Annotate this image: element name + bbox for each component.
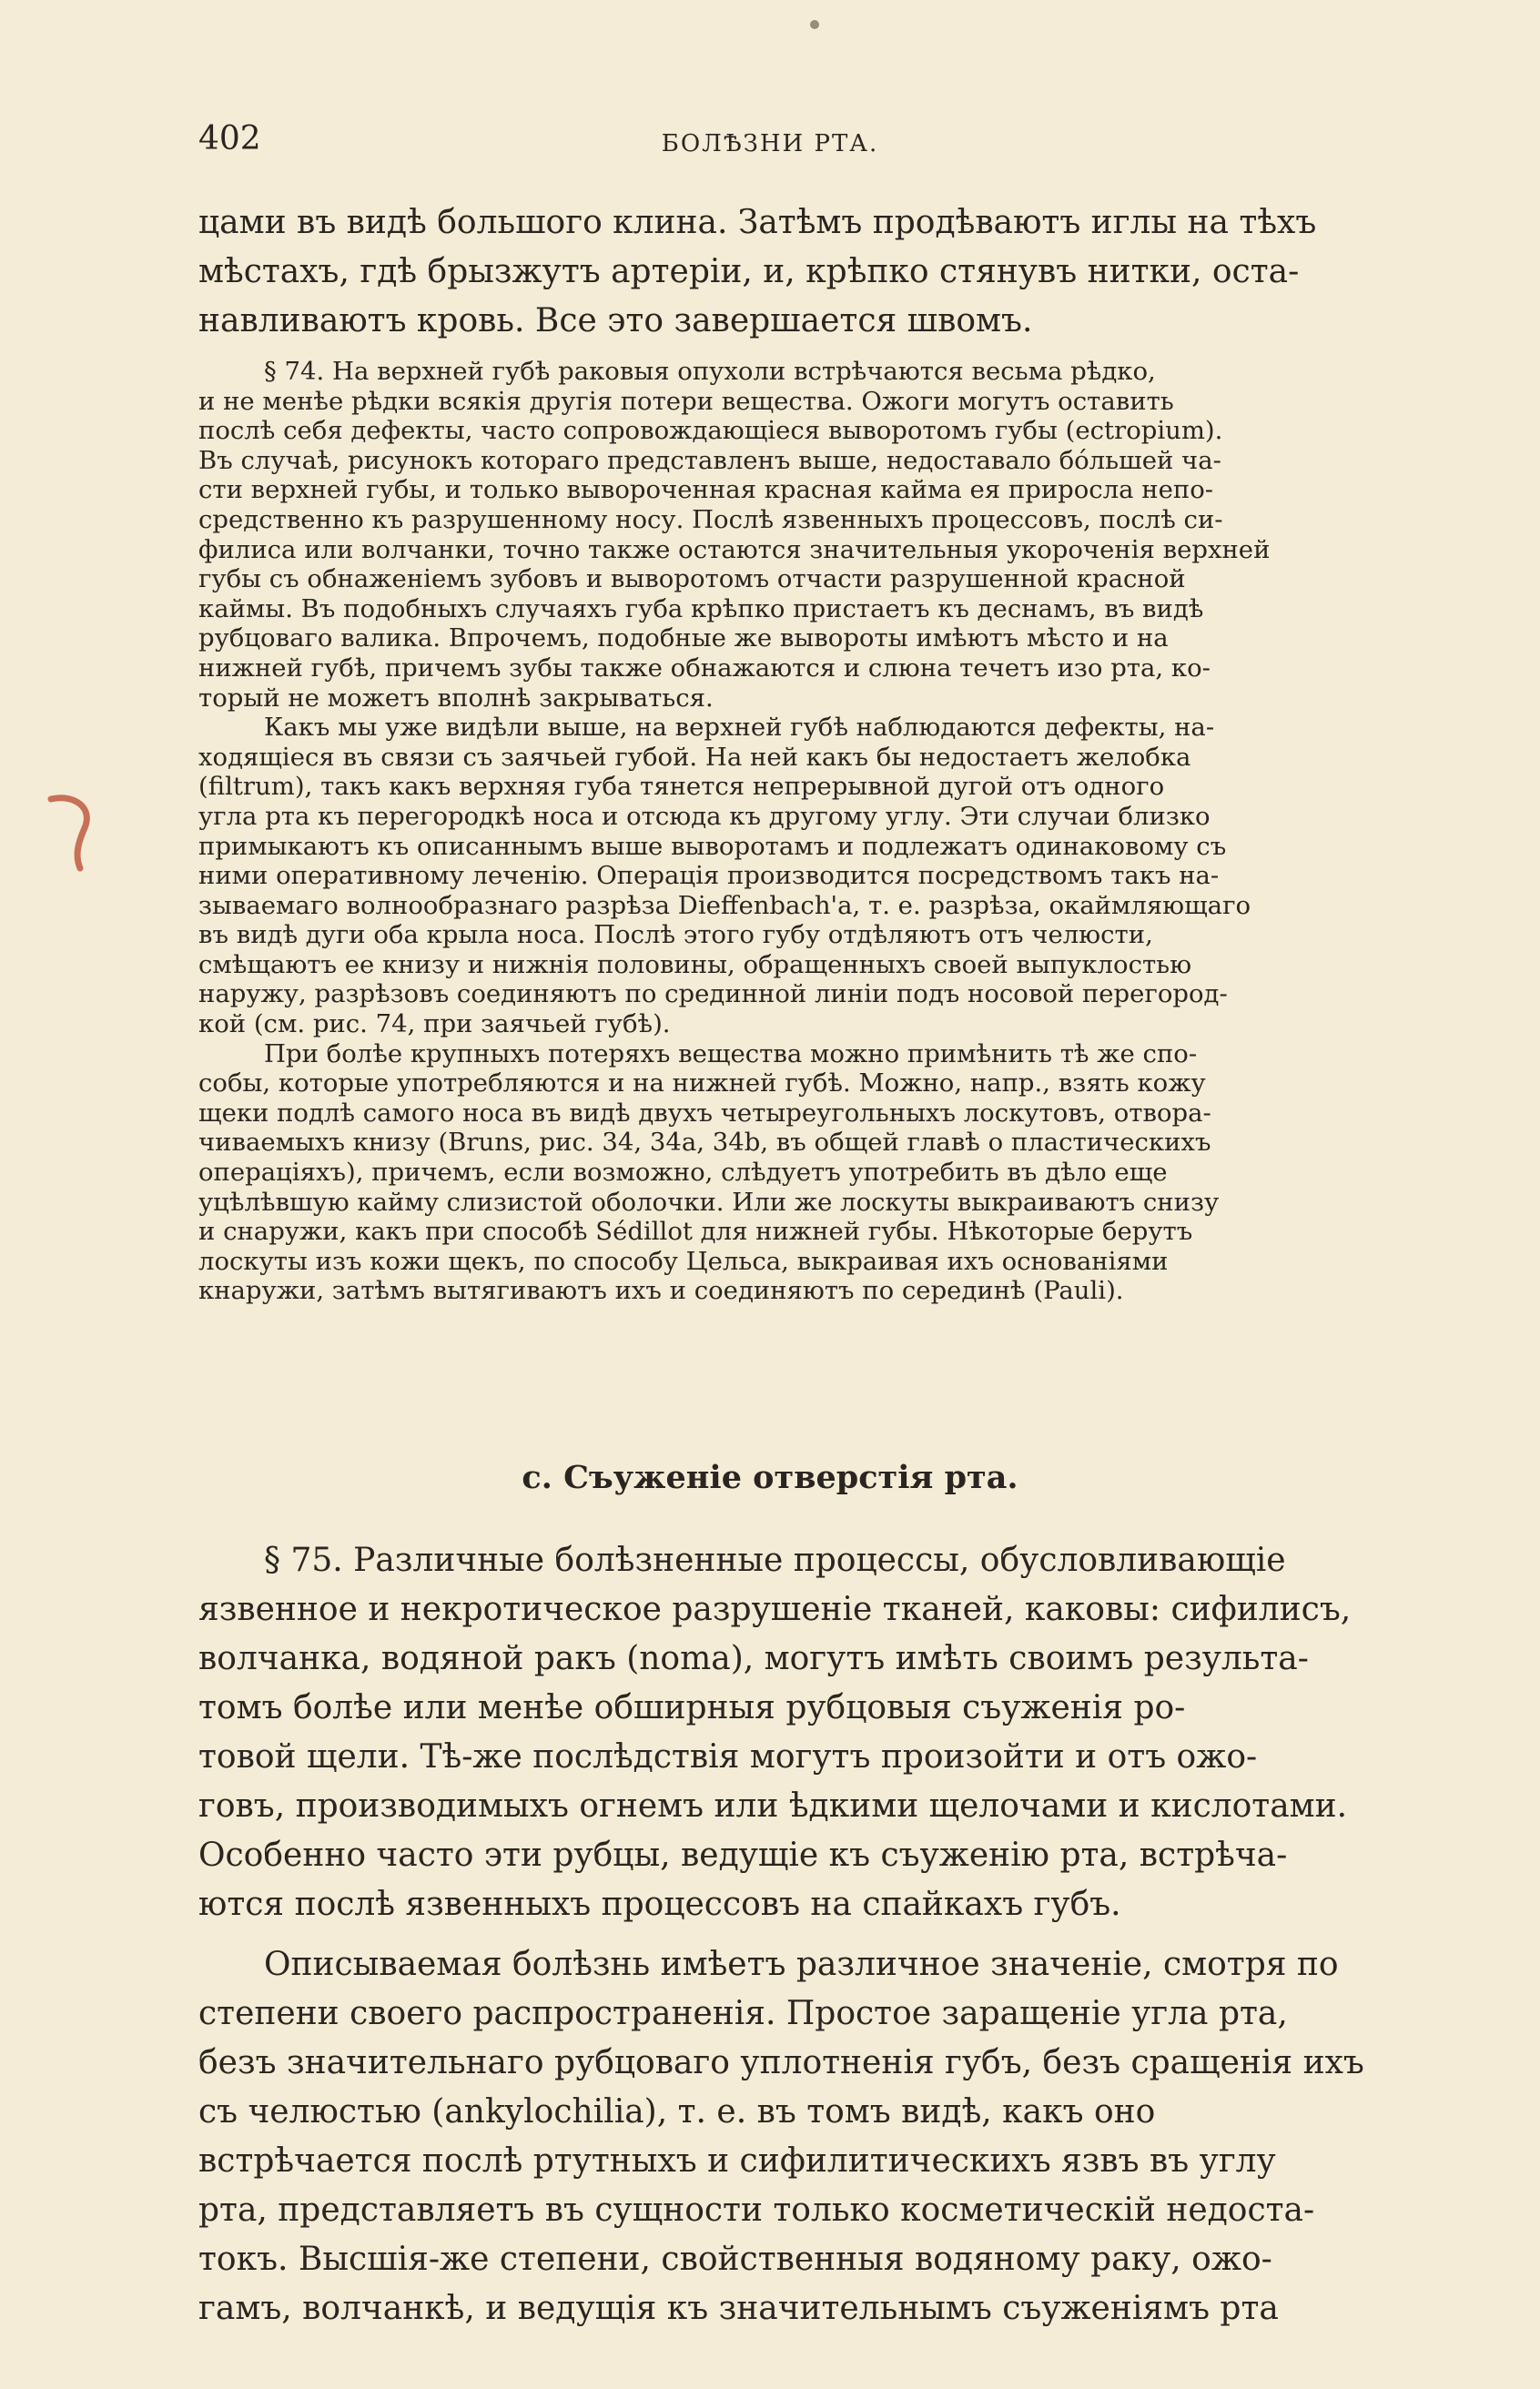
text-line: смѣщаютъ ее книзу и нижнія половины, обращенныхъ своей выпуклостью bbox=[198, 949, 1192, 979]
text-line: (filtrum), такъ какъ верхняя губа тянется непрерывной дугой отъ одного bbox=[198, 772, 1165, 802]
text-line: мѣстахъ, гдѣ брызжутъ артеріи, и, крѣпко стянувъ нитки, оста- bbox=[198, 253, 1300, 290]
text-line: сти верхней губы, и только вывороченная красная кайма ея приросла непо- bbox=[198, 475, 1214, 505]
text-line: нижней губѣ, причемъ зубы также обнажаются и слюна течетъ изо рта, ко- bbox=[198, 653, 1211, 683]
text-line: токъ. Высшія-же степени, свойственныя водяному раку, ожо- bbox=[198, 2241, 1272, 2278]
text-line: средственно къ разрушенному носу. Послѣ язвенныхъ процессовъ, послѣ си- bbox=[198, 504, 1223, 534]
text-line: ются послѣ язвенныхъ процессовъ на спайкахъ губъ. bbox=[198, 1886, 1121, 1923]
section-74-paragraph bbox=[198, 357, 1409, 1306]
text-line: Описываемая болѣзнь имѣетъ различное значеніе, смотря по bbox=[264, 1946, 1339, 1983]
text-line: примыкаютъ къ описаннымъ выше выворотамъ и подлежатъ одинаковому съ bbox=[198, 831, 1227, 861]
text-line: чиваемыхъ книзу (Bruns, рис. 34, 34a, 34b, въ общей главѣ о пластическихъ bbox=[198, 1128, 1211, 1158]
text-line: ходящіеся въ связи съ заячьей губой. На ней какъ бы недостаетъ желобка bbox=[198, 742, 1191, 772]
text-line: гамъ, волчанкѣ, и ведущія къ значительнымъ съуженіямъ рта bbox=[198, 2290, 1279, 2327]
running-head: БОЛѢЗНИ РТА. bbox=[661, 130, 879, 157]
text-line: собы, которые употребляются и на нижней губѣ. Можно, напр., взять кожу bbox=[198, 1068, 1206, 1098]
text-line: съ челюстью (ankylochilia), т. е. въ томъ видѣ, какъ оно bbox=[198, 2093, 1156, 2131]
text-line: язвенное и некротическое разрушеніе тканей, каковы: сифилисъ, bbox=[198, 1591, 1352, 1628]
text-line: Какъ мы уже видѣли выше, на верхней губѣ наблюдаются дефекты, на- bbox=[264, 713, 1215, 743]
text-line: степени своего распространенія. Простое заращеніе угла рта, bbox=[198, 1995, 1288, 2032]
section-75-paragraph bbox=[198, 1536, 1409, 1929]
text-line: Особенно часто эти рубцы, ведущіе къ съуженію рта, встрѣча- bbox=[198, 1837, 1288, 1874]
text-line: кой (см. рис. 74, при заячьей губѣ). bbox=[198, 1009, 671, 1039]
text-line: § 74. На верхней губѣ раковыя опухоли встрѣчаются весьма рѣдко, bbox=[264, 357, 1156, 386]
text-line: филиса или волчанки, точно также остаются значительныя укороченія верхней bbox=[198, 534, 1271, 564]
text-line: и снаружи, какъ при способѣ Sédillot для нижней губы. Нѣкоторые берутъ bbox=[198, 1217, 1193, 1247]
text-line: зываемаго волнообразнаго разрѣза Dieffenbach'а, т. е. разрѣза, окаймляющаго bbox=[198, 890, 1251, 920]
text-line: томъ болѣе или менѣе обширныя рубцовыя съуженія ро- bbox=[198, 1689, 1186, 1726]
text-line: операціяхъ), причемъ, если возможно, слѣдуетъ употребить въ дѣло еще bbox=[198, 1158, 1168, 1188]
text-line: Въ случаѣ, рисунокъ котораго представленъ выше, недоставало бо́льшей ча- bbox=[198, 445, 1221, 475]
text-line: § 75. Различные болѣзненные процессы, обусловливающіе bbox=[264, 1542, 1286, 1579]
ink-dot bbox=[810, 20, 819, 29]
text-line: послѣ себя дефекты, часто сопровождающіеся выворотомъ губы (ectropium). bbox=[198, 416, 1223, 446]
text-line: лоскуты изъ кожи щекъ, по способу Цельса, выкраивая ихъ основаніями bbox=[198, 1246, 1169, 1276]
text-line: При болѣе крупныхъ потеряхъ вещества можно примѣнить тѣ же спо- bbox=[264, 1038, 1198, 1068]
text-line: щеки подлѣ самого носа въ видѣ двухъ четыреугольныхъ лоскутовъ, отвора- bbox=[198, 1098, 1211, 1128]
text-line: уцѣлѣвшую кайму слизистой оболочки. Или же лоскуты выкраиваютъ снизу bbox=[198, 1187, 1220, 1217]
top-paragraph-continuation bbox=[198, 198, 1409, 346]
text-line: навливаютъ кровь. Все это завершается швомъ. bbox=[198, 302, 1033, 339]
page-number: 402 bbox=[198, 120, 261, 157]
text-line: въ видѣ дуги оба крыла носа. Послѣ этого губу отдѣляютъ отъ челюсти, bbox=[198, 920, 1153, 950]
text-line: безъ значительнаго рубцоваго уплотненія губъ, безъ сращенія ихъ bbox=[198, 2044, 1364, 2081]
text-line: каймы. Въ подобныхъ случаяхъ губа крѣпко пристаетъ къ деснамъ, въ видѣ bbox=[198, 593, 1204, 623]
text-line: рубцоваго валика. Впрочемъ, подобные же вывороты имѣютъ мѣсто и на bbox=[198, 623, 1169, 653]
section-heading: c. Съуженіе отверстія рта. bbox=[522, 1459, 1018, 1496]
text-line: цами въ видѣ большого клина. Затѣмъ продѣваютъ иглы на тѣхъ bbox=[198, 204, 1317, 241]
text-line: кнаружи, затѣмъ вытягиваютъ ихъ и соединяютъ по серединѣ (Pauli). bbox=[198, 1276, 1124, 1306]
text-line: торый не можетъ вполнѣ закрываться. bbox=[198, 683, 714, 713]
text-line: товой щели. Тѣ-же послѣдствія могутъ произойти и отъ ожо- bbox=[198, 1738, 1258, 1776]
red-ink-mark bbox=[47, 790, 100, 872]
text-line: встрѣчается послѣ ртутныхъ и сифилитическихъ язвъ въ углу bbox=[198, 2142, 1276, 2180]
text-line: ними оперативному леченію. Операція производится посредствомъ такъ на- bbox=[198, 861, 1220, 891]
closing-paragraph bbox=[198, 1940, 1409, 2333]
text-line: губы съ обнаженіемъ зубовъ и выворотомъ отчасти разрушенной красной bbox=[198, 564, 1186, 594]
text-line: угла рта къ перегородкѣ носа и отсюда къ другому углу. Эти случаи близко bbox=[198, 801, 1211, 831]
text-line: наружу, разрѣзовъ соединяютъ по срединной линіи подъ носовой перегород- bbox=[198, 979, 1228, 1009]
text-line: говъ, производимыхъ огнемъ или ѣдкими щелочами и кислотами. bbox=[198, 1787, 1348, 1825]
text-line: и не менѣе рѣдки всякія другія потери вещества. Ожоги могутъ оставить bbox=[198, 386, 1174, 416]
text-line: рта, представляетъ въ сущности только косметическій недоста- bbox=[198, 2192, 1315, 2229]
text-line: волчанка, водяной ракъ (noma), могутъ имѣть своимъ результа- bbox=[198, 1640, 1309, 1677]
